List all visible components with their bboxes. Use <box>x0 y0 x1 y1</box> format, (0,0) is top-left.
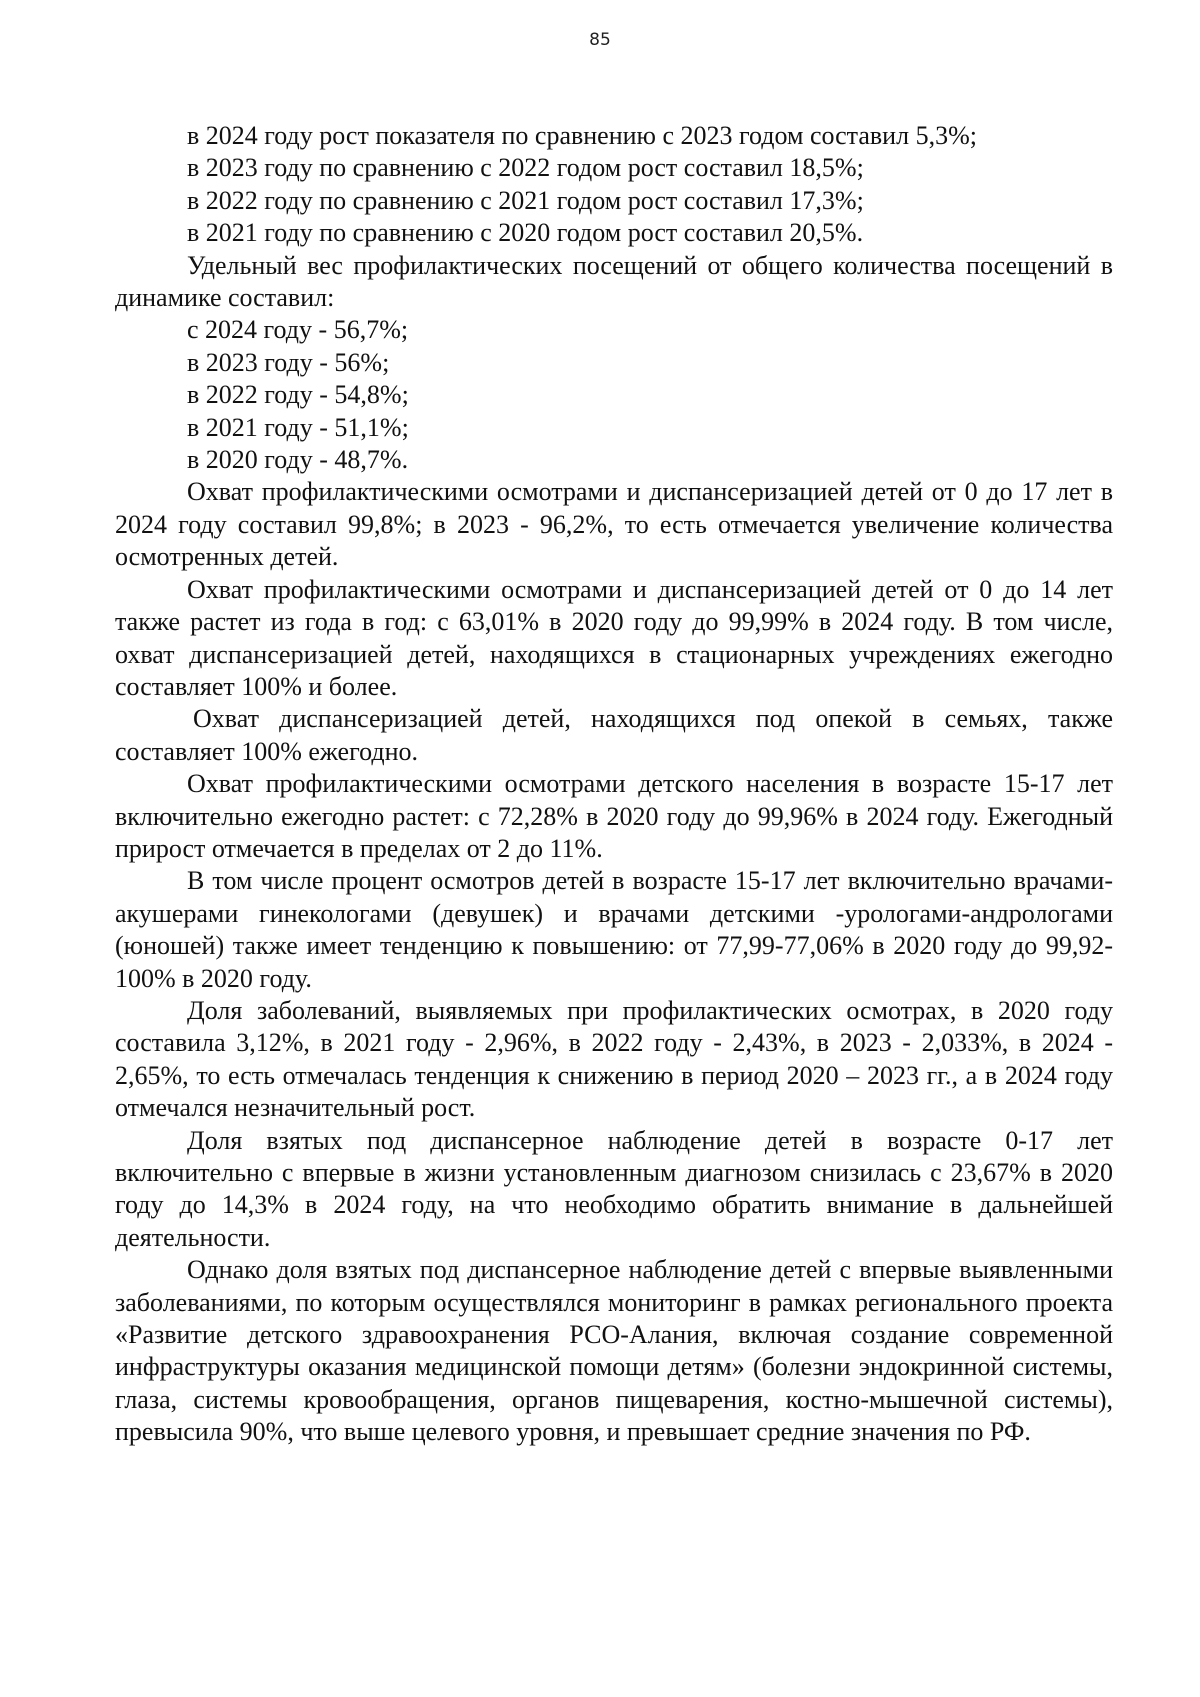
page-number: 85 <box>589 30 611 50</box>
paragraph-specialists: В том числе процент осмотров детей в возрасте 15-17 лет включительно врачами-акушерами гинекологами (девушек) и врачами детскими -урологами-андрологами (юношей) также имеет тенденцию к повышению: от 77,99-77,06% в 2020 году до 99,92-100% в 2020 году. <box>115 866 1113 993</box>
paragraph-guardianship: Охват диспансеризацией детей, находящихся под опекой в семьях, также составляет 100% ежегодно. <box>115 704 1113 766</box>
share-line-2022: в 2022 году - 54,8%; <box>187 380 409 410</box>
paragraph-coverage-15-17: Охват профилактическими осмотрами детского населения в возрасте 15-17 лет включительно ежегодно растет: с 72,28% в 2020 году до 99,96% в 2024 году. Ежегодный прирост отмечается в пределах от 2 до 11%. <box>115 769 1113 863</box>
document-body <box>115 120 1113 1449</box>
share-line-2021: в 2021 году - 51,1%; <box>187 412 409 442</box>
paragraph-disease-share: Доля заболеваний, выявляемых при профилактических осмотрах, в 2020 году составила 3,12%, в 2021 году - 2,96%, в 2022 году - 2,43%, в 2023 - 2,033%, в 2024 - 2,65%, то есть отмечалась тенденция к снижению в период 2020 – 2023 гг., а в 2024 году отмечался незначительный рост. <box>115 995 1113 1123</box>
growth-line-2024: в 2024 году рост показателя по сравнению с 2023 годом составил 5,3%; <box>187 121 977 150</box>
share-line-2020: в 2020 году - 48,7%. <box>187 445 409 475</box>
paragraph-coverage-0-14: Охват профилактическими осмотрами и диспансеризацией детей от 0 до 14 лет также растет из года в год: с 63,01% в 2020 году до 99,99% в 2024 году. В том числе, охват диспансеризацией детей, находящихся в стационарных учреждениях ежегодно составляет 100% и более. <box>115 574 1113 701</box>
paragraph-regional-project: Однако доля взятых под диспансерное наблюдение детей с впервые выявленными заболеваниями, по которым осуществлялся мониторинг в рамках регионального проекта «Развитие детского здравоохранения РСО-Алания, включая создание современной инфраструктуры оказания медицинской помощи детям» (болезни эндокринной системы, глаза, системы кровообращения, органов пищеварения, костно-мышечной системы), превысила 90%, что выше целевого уровня, и превышает средние значения по РФ. <box>115 1255 1113 1447</box>
share-line-2024: с 2024 году - 56,7%; <box>187 315 409 345</box>
growth-line-2023: в 2023 году по сравнению с 2022 годом рост составил 18,5%; <box>187 153 864 183</box>
growth-line-2021: в 2021 году по сравнению с 2020 годом рост составил 20,5%. <box>187 218 864 248</box>
growth-line-2022: в 2022 году по сравнению с 2021 годом рост составил 17,3%; <box>187 185 864 215</box>
paragraph-coverage-0-17: Охват профилактическими осмотрами и диспансеризацией детей от 0 до 17 лет в 2024 году составил 99,8%; в 2023 - 96,2%, то есть отмечается увеличение количества осмотренных детей. <box>115 477 1113 572</box>
share-intro-paragraph: Удельный вес профилактических посещений от общего количества посещений в динамике составил: <box>115 250 1113 313</box>
share-line-2023: в 2023 году - 56%; <box>187 347 390 377</box>
paragraph-dispensary-observation: Доля взятых под диспансерное наблюдение детей в возрасте 0-17 лет включительно с впервые в жизни установленным диагнозом снизилась с 23,67% в 2020 году до 14,3% в 2024 году, на что необходимо обратить внимание в дальнейшей деятельности. <box>115 1125 1113 1252</box>
